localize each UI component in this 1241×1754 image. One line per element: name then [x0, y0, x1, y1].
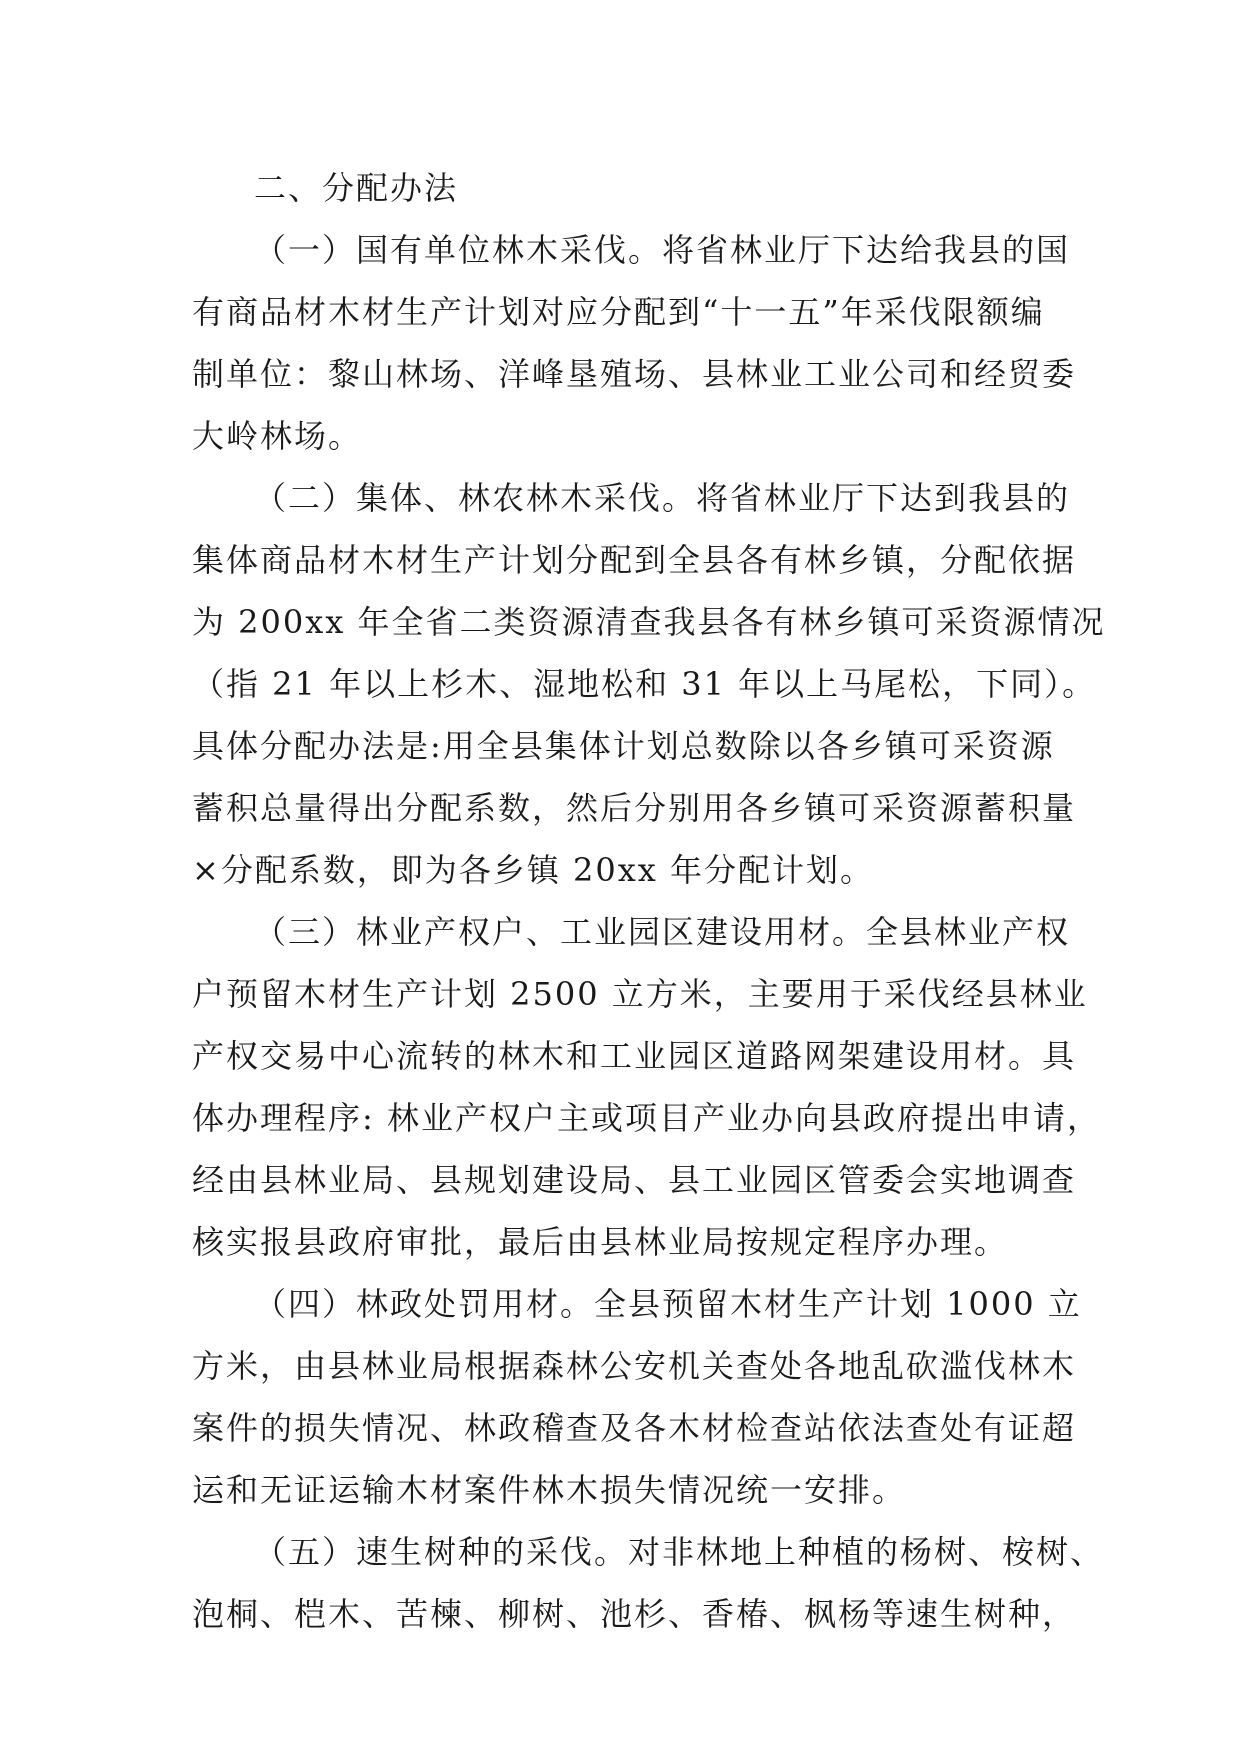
- paragraph-line: 蓄积总量得出分配系数，然后分别用各乡镇可采资源蓄积量: [192, 789, 1077, 827]
- paragraph-line: 为 200xx 年全省二类资源清查我县各有林乡镇可采资源情况: [192, 603, 1106, 641]
- paragraph-line: 大岭林场。: [192, 417, 363, 455]
- paragraph-line: 核实报县政府审批，最后由县林业局按规定程序办理。: [192, 1223, 1009, 1261]
- paragraph-line: （四）林政处罚用材。全县预留木材生产计划 1000 立: [254, 1285, 1082, 1323]
- paragraph-line: 产权交易中心流转的林木和工业园区道路网架建设用材。具: [192, 1037, 1077, 1075]
- paragraph-line: 集体商品材木材生产计划分配到全县各有林乡镇，分配依据: [192, 541, 1077, 579]
- paragraph-line: 户预留木材生产计划 2500 立方米，主要用于采伐经县林业: [192, 975, 1088, 1013]
- paragraph-line: 经由县林业局、县规划建设局、县工业园区管委会实地调查: [192, 1161, 1077, 1199]
- section-heading: 二、分配办法: [254, 169, 459, 207]
- paragraph-line: 运和无证运输木材案件林木损失情况统一安排。: [192, 1471, 907, 1509]
- paragraph-line: 体办理程序: 林业产权户主或项目产业办向县政府提出申请，: [192, 1099, 1101, 1137]
- paragraph-line: （一）国有单位林木采伐。将省林业厅下达给我县的国: [254, 231, 1071, 269]
- document-body: [192, 157, 1106, 1645]
- paragraph-line: （指 21 年以上杉木、湿地松和 31 年以上马尾松，下同）。: [192, 665, 1097, 703]
- paragraph-line: 泡桐、桤木、苦楝、柳树、池杉、香椿、枫杨等速生树种，: [192, 1595, 1077, 1633]
- paragraph-line: 有商品材木材生产计划对应分配到“十一五”年采伐限额编: [192, 293, 1045, 331]
- paragraph-line: （三）林业产权户、工业园区建设用材。全县林业产权: [254, 913, 1071, 951]
- paragraph-line: ×分配系数，即为各乡镇 20xx 年分配计划。: [192, 851, 874, 889]
- paragraph-line: 案件的损失情况、林政稽查及各木材检查站依法查处有证超: [192, 1409, 1077, 1447]
- paragraph-line: 具体分配办法是:用全县集体计划总数除以各乡镇可采资源: [192, 727, 1055, 765]
- paragraph-line: （五）速生树种的采伐。对非林地上种植的杨树、桉树、: [254, 1533, 1105, 1571]
- paragraph-line: （二）集体、林农林木采伐。将省林业厅下达到我县的: [254, 479, 1071, 517]
- paragraph-line: 制单位：黎山林场、洋峰垦殖场、县林业工业公司和经贸委: [192, 355, 1077, 393]
- paragraph-line: 方米，由县林业局根据森林公安机关查处各地乱砍滥伐林木: [192, 1347, 1077, 1385]
